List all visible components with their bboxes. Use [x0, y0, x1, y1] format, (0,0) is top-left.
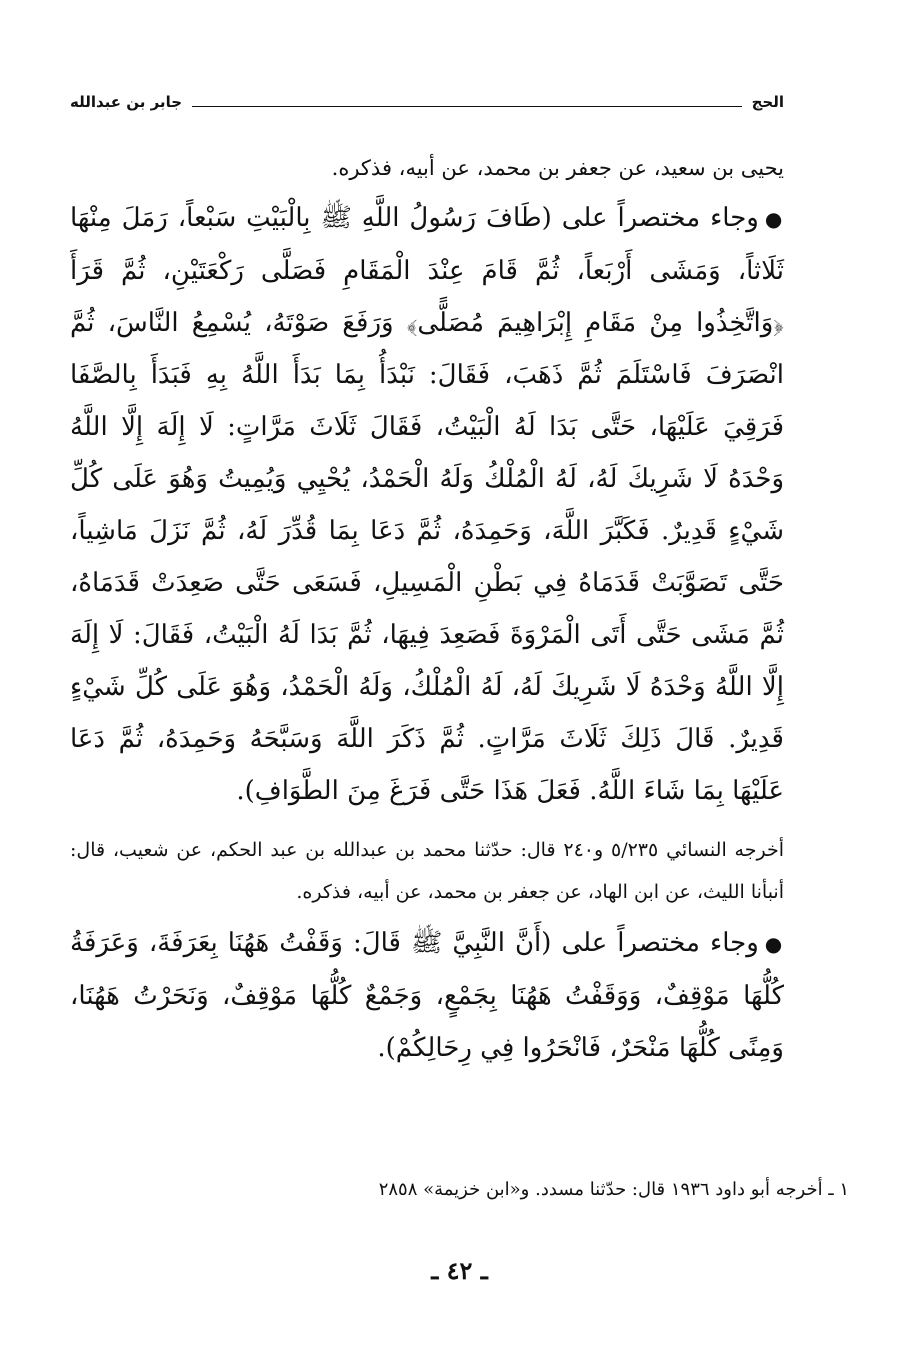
page-number: ـ ٤٢ ـ: [431, 1256, 488, 1285]
hadith-text-2: وجاء مختصراً على (أَنَّ النَّبِيَّ ﷺ قَالَ: وَقَفْتُ هَهُنَا بِعَرَفَةَ، وَعَرَفَةُ كُلُّهَا مَوْقِفٌ، وَوَقَفْتُ هَهُنَا بِجَمْعٍ، وَجَمْعٌ كُلُّهَا مَوْقِفٌ، وَنَحَرْتُ هَهُنَا، وَمِنًى كُلُّهَا مَنْحَرٌ، فَانْحَرُوا فِي رِحَالِكُمْ).: [70, 928, 784, 1063]
bullet-icon: ●: [764, 932, 785, 956]
hadith-paragraph-2: [70, 917, 784, 1074]
takhrij-note: أخرجه النسائي ٥/٢٣٥ و٢٤٠ قال: حدّثنا محمد بن عبدالله بن عبد الحكم، عن شعيب، قال: أنبأنا الليث، عن ابن الهاد، عن جعفر بن محمد، عن أبيه، فذكره.: [70, 839, 784, 903]
bullet-icon: ●: [764, 207, 784, 231]
continuation-line: يحيى بن سعيد، عن جعفر بن محمد، عن أبيه، فذكره.: [331, 156, 784, 180]
main-text: [70, 148, 784, 1074]
header-rule: [192, 106, 742, 107]
running-header: [70, 88, 784, 116]
header-chapter-title: الحج: [751, 93, 784, 111]
hadith-text-1: وجاء مختصراً على (طَافَ رَسُولُ اللَّهِ ﷺ بِالْبَيْتِ سَبْعاً، رَمَلَ مِنْهَا ثَلَاثاً، وَمَشَى أَرْبَعاً، ثُمَّ قَامَ عِنْدَ الْمَقَامِ فَصَلَّى رَكْعَتَيْنِ، ثُمَّ قَرَأَ ﴿وَاتَّخِذُوا مِنْ مَقَامِ إِبْرَاهِيمَ مُصَلًّى﴾ وَرَفَعَ صَوْتَهُ، يُسْمِعُ النَّاسَ، ثُمَّ انْصَرَفَ فَاسْتَلَمَ ثُمَّ ذَهَبَ، فَقَالَ: نَبْدَأُ بِمَا بَدَأَ اللَّهُ بِهِ فَبَدَأَ بِالصَّفَا فَرَقِيَ عَلَيْهَا، حَتَّى بَدَا لَهُ الْبَيْتُ، فَقَالَ ثَلَاثَ مَرَّاتٍ: لَا إِلَهَ إِلَّا اللَّهُ وَحْدَهُ لَا شَرِيكَ لَهُ، لَهُ الْمُلْكُ وَلَهُ الْحَمْدُ، يُحْيِي وَيُمِيتُ وَهُوَ عَلَى كُلِّ شَيْءٍ قَدِيرٌ. فَكَبَّرَ اللَّهَ، وَحَمِدَهُ، ثُمَّ دَعَا بِمَا قُدِّرَ لَهُ، ثُمَّ نَزَلَ مَاشِياً، حَتَّى تَصَوَّبَتْ قَدَمَاهُ فِي بَطْنِ الْمَسِيلِ، فَسَعَى حَتَّى صَعِدَتْ قَدَمَاهُ، ثُمَّ مَشَى حَتَّى أَتَى الْمَرْوَةَ فَصَعِدَ فِيهَا، ثُمَّ بَدَا لَهُ الْبَيْتُ، فَقَالَ: لَا إِلَهَ إِلَّا اللَّهُ وَحْدَهُ لَا شَرِيكَ لَهُ، لَهُ الْمُلْكُ، وَلَهُ الْحَمْدُ، وَهُوَ عَلَى كُلِّ شَيْءٍ قَدِيرٌ. قَالَ ذَلِكَ ثَلَاثَ مَرَّاتٍ. ثُمَّ ذَكَرَ اللَّهَ وَسَبَّحَهُ وَحَمِدَهُ، ثُمَّ دَعَا عَلَيْهَا بِمَا شَاءَ اللَّهُ. فَعَلَ هَذَا حَتَّى فَرَغَ مِنَ الطَّوَافِ).: [70, 203, 784, 806]
footnote: ١ ـ أخرجه أبو داود ١٩٣٦ قال: حدّثنا مسدد. و«ابن خزيمة» ٢٨٥٨: [378, 1179, 849, 1200]
page: [70, 88, 785, 1063]
hadith-paragraph-1: [70, 192, 784, 817]
header-section-title: جابر بن عبدالله: [70, 93, 183, 111]
